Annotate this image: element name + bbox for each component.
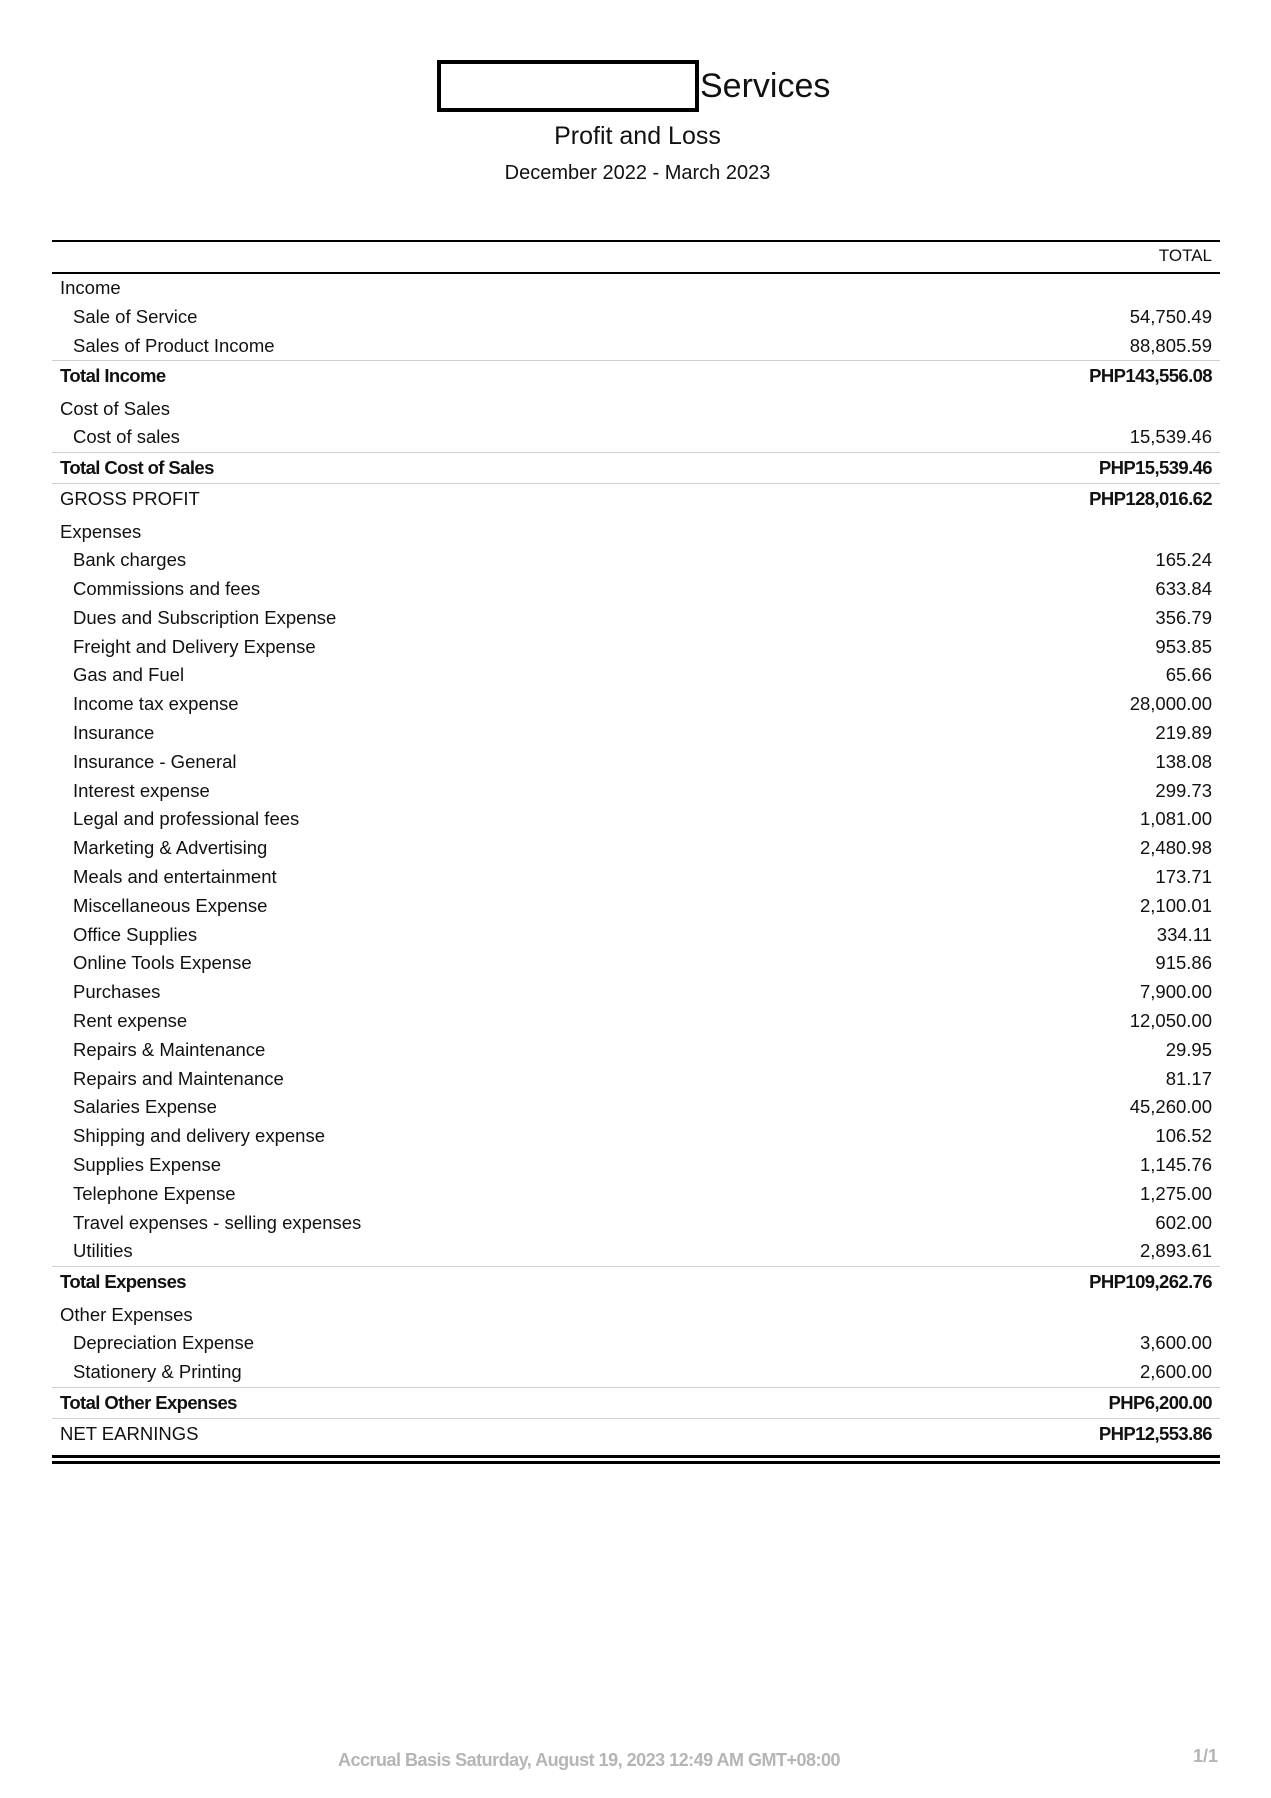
total-income-row	[52, 360, 1220, 391]
line-item-label: Insurance - General	[73, 750, 237, 772]
line-item-row	[52, 1209, 1220, 1238]
total-label: Total Cost of Sales	[60, 457, 214, 479]
report-title: Profit and Loss	[554, 122, 721, 150]
line-item-amount: 299.73	[1155, 779, 1212, 801]
line-item-row	[52, 719, 1220, 748]
line-item-label: Office Supplies	[73, 923, 198, 945]
line-item-amount: 65.66	[1165, 664, 1212, 686]
gross-profit-row	[52, 483, 1220, 514]
total-label: Total Expenses	[60, 1271, 186, 1293]
section-label: Expenses	[60, 521, 142, 543]
line-item-label: Repairs & Maintenance	[73, 1038, 266, 1060]
line-item-row	[52, 921, 1220, 950]
total-label: Total Other Expenses	[60, 1391, 237, 1413]
line-item-row	[52, 690, 1220, 719]
line-item-row	[52, 661, 1220, 690]
line-item-amount: 1,081.00	[1139, 808, 1212, 830]
total-amount: PHP15,539.46	[1098, 457, 1212, 479]
line-item-amount: 15,539.46	[1129, 426, 1212, 448]
line-item-row	[52, 546, 1220, 575]
line-item-amount: 173.71	[1155, 865, 1212, 887]
total-cost-of-sales-row	[52, 452, 1220, 483]
line-item-label: Repairs and Maintenance	[73, 1067, 284, 1089]
line-item-label: Gas and Fuel	[73, 664, 185, 686]
double-underline-rule	[52, 1455, 1220, 1464]
line-item-amount: 602.00	[1155, 1211, 1212, 1233]
line-item-amount: 12,050.00	[1129, 1009, 1212, 1031]
section-title-cost-of-sales	[52, 391, 1220, 423]
line-item-amount: 356.79	[1155, 606, 1212, 628]
line-item-label: Interest expense	[73, 779, 210, 801]
line-item-row	[52, 1122, 1220, 1151]
line-item-amount: 7,900.00	[1139, 981, 1212, 1003]
gross-profit-label: GROSS PROFIT	[60, 488, 200, 510]
line-item-row	[52, 332, 1220, 361]
line-item-amount: 29.95	[1165, 1038, 1212, 1060]
line-item-amount: 1,275.00	[1139, 1182, 1212, 1204]
line-item-amount: 106.52	[1155, 1125, 1212, 1147]
redacted-company-name	[437, 60, 699, 112]
line-item-row	[52, 863, 1220, 892]
line-item-row	[52, 805, 1220, 834]
net-earnings-row	[52, 1418, 1220, 1449]
line-item-row	[52, 777, 1220, 806]
line-item-amount: 219.89	[1155, 721, 1212, 743]
line-item-amount: 953.85	[1155, 635, 1212, 657]
line-item-row	[52, 1237, 1220, 1266]
net-earnings-label: NET EARNINGS	[60, 1422, 199, 1444]
line-item-label: Sale of Service	[73, 305, 198, 327]
line-item-amount: 165.24	[1155, 549, 1212, 571]
line-item-row	[52, 1065, 1220, 1094]
line-item-label: Supplies Expense	[73, 1153, 222, 1175]
line-item-row	[52, 423, 1220, 452]
line-item-row	[52, 834, 1220, 863]
line-item-label: Depreciation Expense	[73, 1332, 254, 1354]
total-other-expenses-row	[52, 1387, 1220, 1418]
section-title-other-expenses	[52, 1297, 1220, 1329]
line-item-label: Stationery & Printing	[73, 1360, 242, 1382]
line-item-amount: 81.17	[1165, 1067, 1212, 1089]
line-item-amount: 2,480.98	[1139, 837, 1212, 859]
line-item-label: Cost of sales	[73, 426, 180, 448]
line-item-row	[52, 575, 1220, 604]
section-title-income	[52, 274, 1220, 303]
total-amount: PHP6,200.00	[1108, 1391, 1212, 1413]
line-item-row	[52, 1007, 1220, 1036]
line-item-amount: 334.11	[1156, 923, 1212, 945]
line-item-label: Utilities	[73, 1240, 133, 1262]
profit-and-loss-table	[52, 240, 1220, 1464]
line-item-amount: 45,260.00	[1129, 1096, 1212, 1118]
line-item-amount: 138.08	[1155, 750, 1212, 772]
line-item-row	[52, 1151, 1220, 1180]
line-item-label: Shipping and delivery expense	[73, 1125, 325, 1147]
line-item-row	[52, 978, 1220, 1007]
company-title	[437, 60, 830, 112]
line-item-row	[52, 604, 1220, 633]
line-item-label: Rent expense	[73, 1009, 188, 1031]
line-item-row	[52, 303, 1220, 332]
line-item-amount: 28,000.00	[1129, 693, 1212, 715]
gross-profit-amount: PHP128,016.62	[1089, 488, 1212, 510]
line-item-amount: 2,893.61	[1139, 1240, 1212, 1262]
line-item-row	[52, 1093, 1220, 1122]
line-item-amount: 1,145.76	[1139, 1153, 1212, 1175]
section-label: Other Expenses	[60, 1304, 193, 1326]
line-item-label: Miscellaneous Expense	[73, 894, 268, 916]
line-item-row	[52, 892, 1220, 921]
line-item-row	[52, 748, 1220, 777]
line-item-label: Purchases	[73, 981, 161, 1003]
page-number: 1/1	[1193, 1746, 1219, 1766]
line-item-label: Freight and Delivery Expense	[73, 635, 316, 657]
line-item-label: Marketing & Advertising	[73, 837, 268, 859]
section-title-expenses	[52, 514, 1220, 546]
line-item-amount: 54,750.49	[1129, 305, 1212, 327]
total-label: Total Income	[60, 365, 166, 387]
line-item-row	[52, 1358, 1220, 1387]
line-item-label: Legal and professional fees	[73, 808, 300, 830]
company-name-suffix: Services	[700, 67, 831, 105]
table-header	[52, 240, 1220, 274]
line-item-label: Meals and entertainment	[73, 865, 277, 887]
line-item-label: Sales of Product Income	[73, 334, 275, 356]
line-item-row	[52, 949, 1220, 978]
line-item-amount: 2,600.00	[1139, 1360, 1212, 1382]
line-item-amount: 3,600.00	[1139, 1332, 1212, 1354]
line-item-row	[52, 1180, 1220, 1209]
column-header-total: TOTAL	[1158, 246, 1212, 265]
line-item-row	[52, 633, 1220, 662]
section-label: Income	[60, 277, 121, 298]
net-earnings-amount: PHP12,553.86	[1098, 1422, 1212, 1444]
line-item-label: Travel expenses - selling expenses	[73, 1211, 362, 1233]
report-period: December 2022 - March 2023	[504, 162, 771, 184]
line-item-label: Dues and Subscription Expense	[73, 606, 337, 628]
line-item-label: Income tax expense	[73, 693, 239, 715]
section-label: Cost of Sales	[60, 398, 171, 420]
footer-basis-timestamp: Accrual Basis Saturday, August 19, 2023 12:49 AM GMT+08:00	[338, 1750, 841, 1770]
line-item-label: Online Tools Expense	[73, 952, 252, 974]
line-item-amount: 88,805.59	[1129, 334, 1212, 356]
line-item-label: Telephone Expense	[73, 1182, 236, 1204]
line-item-amount: 915.86	[1155, 952, 1212, 974]
total-amount: PHP109,262.76	[1089, 1271, 1212, 1293]
line-item-label: Insurance	[73, 721, 155, 743]
line-item-label: Bank charges	[73, 549, 187, 571]
line-item-label: Commissions and fees	[73, 577, 261, 599]
line-item-row	[52, 1036, 1220, 1065]
total-expenses-row	[52, 1266, 1220, 1297]
total-amount: PHP143,556.08	[1089, 365, 1212, 387]
line-item-amount: 2,100.01	[1139, 894, 1212, 916]
line-item-amount: 633.84	[1155, 577, 1212, 599]
line-item-label: Salaries Expense	[73, 1096, 217, 1118]
line-item-row	[52, 1329, 1220, 1358]
